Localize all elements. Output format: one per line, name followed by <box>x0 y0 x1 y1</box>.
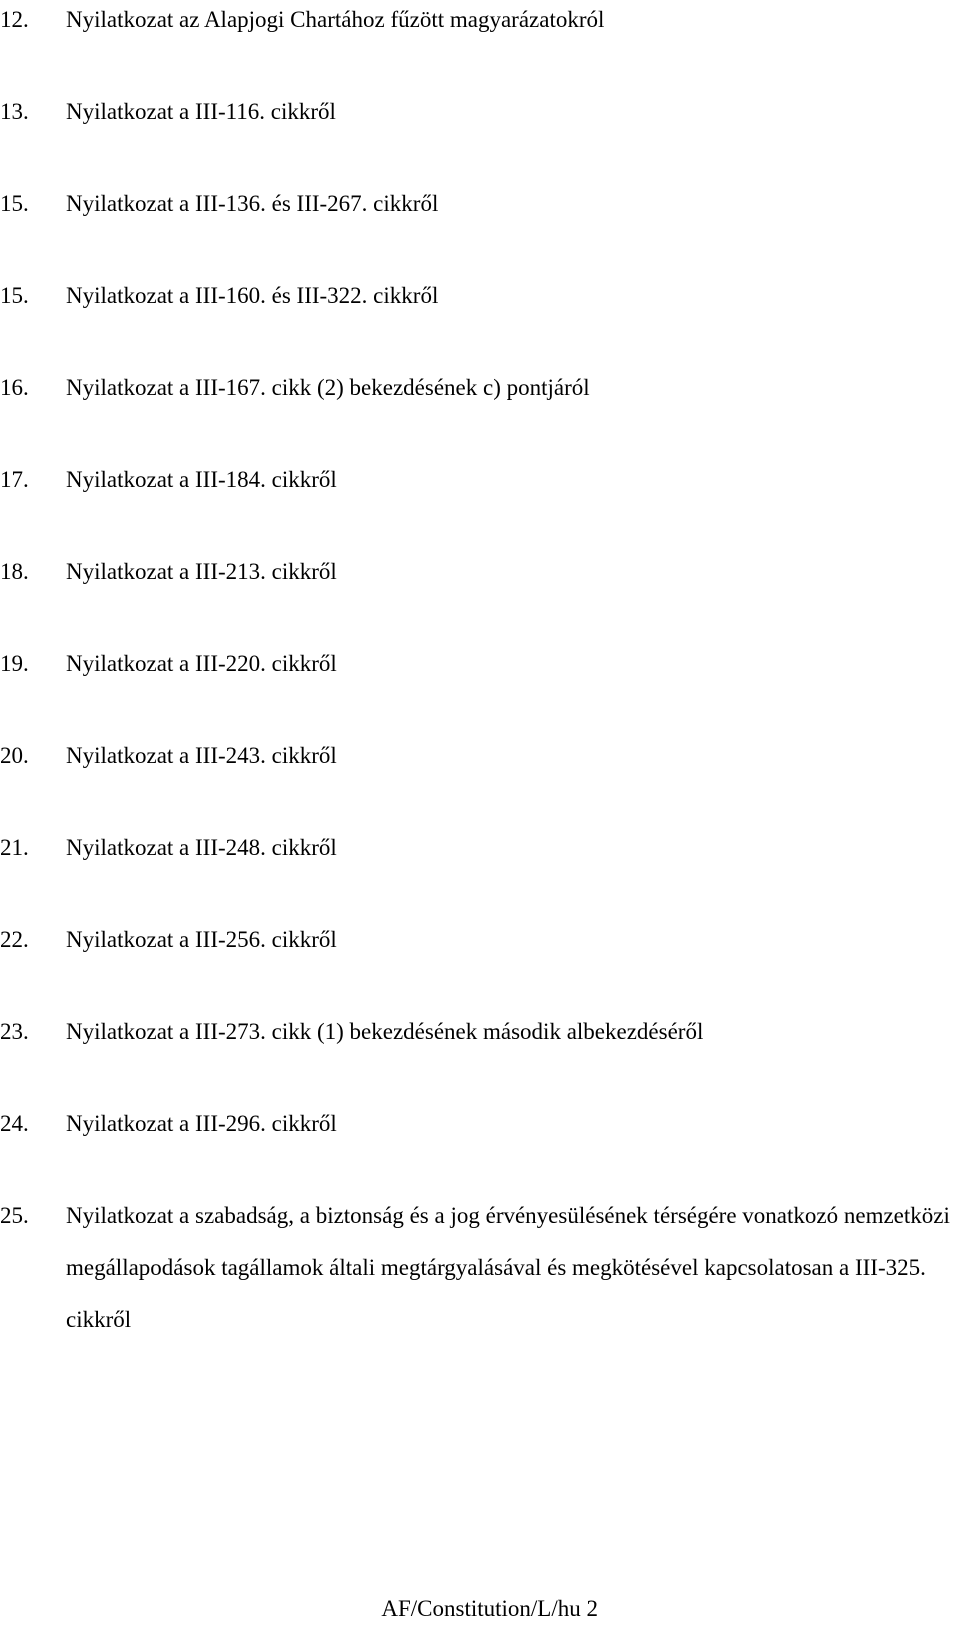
item-number: 24. <box>0 1111 29 1136</box>
item-text: Nyilatkozat a III-116. cikkről <box>66 99 336 124</box>
item-number: 17. <box>0 467 29 492</box>
item-number: 15. <box>0 283 29 308</box>
list-item <box>0 739 960 831</box>
item-number: 21. <box>0 835 29 860</box>
list-item <box>0 1199 960 1346</box>
list-item <box>0 95 960 187</box>
item-number: 19. <box>0 651 29 676</box>
item-text: Nyilatkozat az Alapjogi Chartához fűzött magyarázatokról <box>66 7 605 32</box>
item-number: 18. <box>0 559 29 584</box>
item-text: Nyilatkozat a III-184. cikkről <box>66 467 337 492</box>
item-text: Nyilatkozat a III-220. cikkről <box>66 651 337 676</box>
item-text: Nyilatkozat a III-160. és III-322. cikkről <box>66 283 439 308</box>
item-text: Nyilatkozat a III-256. cikkről <box>66 927 337 952</box>
declaration-list <box>0 3 960 1346</box>
item-number: 20. <box>0 743 29 768</box>
item-text: Nyilatkozat a III-213. cikkről <box>66 559 337 584</box>
list-item <box>0 279 960 371</box>
list-item <box>0 923 960 1015</box>
item-number: 22. <box>0 927 29 952</box>
list-item <box>0 1015 960 1107</box>
item-text: Nyilatkozat a III-167. cikk (2) bekezdésének c) pontjáról <box>66 375 590 400</box>
item-text: Nyilatkozat a III-136. és III-267. cikkről <box>66 191 439 216</box>
item-text: Nyilatkozat a III-243. cikkről <box>66 743 337 768</box>
item-number: 25. <box>0 1203 29 1228</box>
item-text: Nyilatkozat a III-273. cikk (1) bekezdésének második albekezdéséről <box>66 1019 704 1044</box>
item-number: 16. <box>0 375 29 400</box>
item-text: Nyilatkozat a III-248. cikkről <box>66 835 337 860</box>
list-item <box>0 187 960 279</box>
list-item <box>0 371 960 463</box>
item-number: 15. <box>0 191 29 216</box>
list-item <box>0 647 960 739</box>
item-number: 23. <box>0 1019 29 1044</box>
list-item <box>0 555 960 647</box>
list-item <box>0 831 960 923</box>
item-text: Nyilatkozat a szabadság, a biztonság és a jog érvényesülésének térségére vonatkozó nemzetközi megállapodások tagállamok általi megtárgyalásával és megkötésével kapcsolatosan a III-325. cikkről <box>66 1203 950 1332</box>
list-item <box>0 3 960 95</box>
item-number: 12. <box>0 7 29 32</box>
list-item <box>0 463 960 555</box>
page-footer-reference: AF/Constitution/L/hu 2 <box>381 1596 598 1621</box>
list-item <box>0 1107 960 1199</box>
item-text: Nyilatkozat a III-296. cikkről <box>66 1111 337 1136</box>
item-number: 13. <box>0 99 29 124</box>
